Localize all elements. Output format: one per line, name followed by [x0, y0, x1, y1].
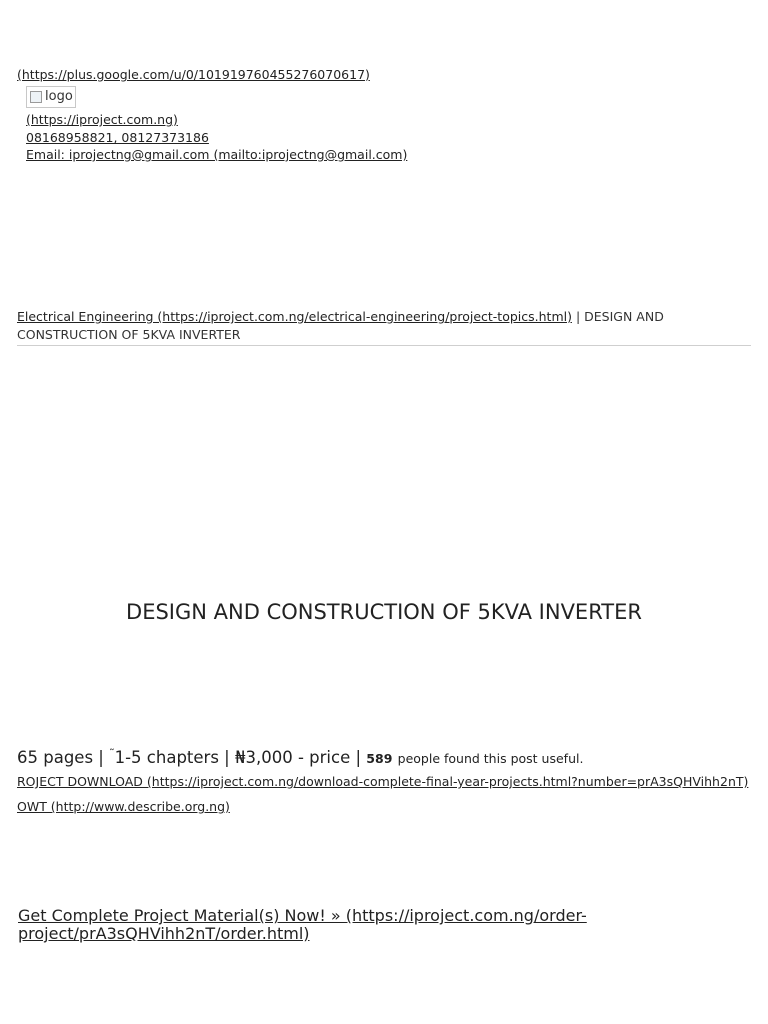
meta-separator: | — [218, 748, 235, 767]
order-project-link[interactable]: Get Complete Project Material(s) Now! » (https://iproject.com.ng/order-project/prA3sQHVihh2nT/order.html) — [18, 906, 587, 943]
divider — [17, 345, 751, 346]
chapters-icon: ˜ — [109, 747, 115, 760]
describe-link[interactable]: OWT (http://www.describe.org.ng) — [17, 799, 230, 814]
download-link-row — [17, 774, 757, 789]
meta-separator: | — [350, 748, 367, 767]
home-link[interactable]: (https://iproject.com.ng) — [26, 112, 178, 127]
price: ₦3,000 - price — [234, 748, 351, 767]
useful-count: 589 — [366, 751, 393, 766]
describe-link-row — [17, 799, 277, 814]
email-link[interactable]: Email: iprojectng@gmail.com (mailto:iprojectng@gmail.com) — [26, 147, 408, 162]
breadcrumb-category-link[interactable]: Electrical Engineering (https://iproject.com.ng/electrical-engineering/project-topics.html) — [17, 309, 572, 324]
broken-image-icon — [30, 91, 42, 103]
useful-text: people found this post useful. — [397, 751, 584, 766]
breadcrumb — [17, 308, 677, 344]
project-download-link[interactable]: ROJECT DOWNLOAD (https://iproject.com.ng/download-complete-final-year-projects.html?number=prA3sQHVihh2nT) — [17, 774, 749, 789]
phone-numbers: 08168958821, 08127373186 — [26, 130, 209, 145]
chapters-count: 1-5 chapters — [114, 748, 219, 767]
page-title: DESIGN AND CONSTRUCTION OF 5KVA INVERTER — [126, 600, 642, 624]
pages-count: 65 pages — [17, 748, 94, 767]
logo[interactable] — [26, 86, 76, 108]
logo-alt-text: logo — [45, 89, 73, 104]
meta-separator: | — [93, 748, 110, 767]
breadcrumb-separator: | — [571, 309, 585, 324]
google-plus-link[interactable]: (https://plus.google.com/u/0/101919760455276070617) — [17, 67, 370, 82]
project-meta — [17, 748, 583, 767]
breadcrumb-current: DESIGN AND CONSTRUCTION OF 5KVA INVERTER — [17, 309, 664, 342]
